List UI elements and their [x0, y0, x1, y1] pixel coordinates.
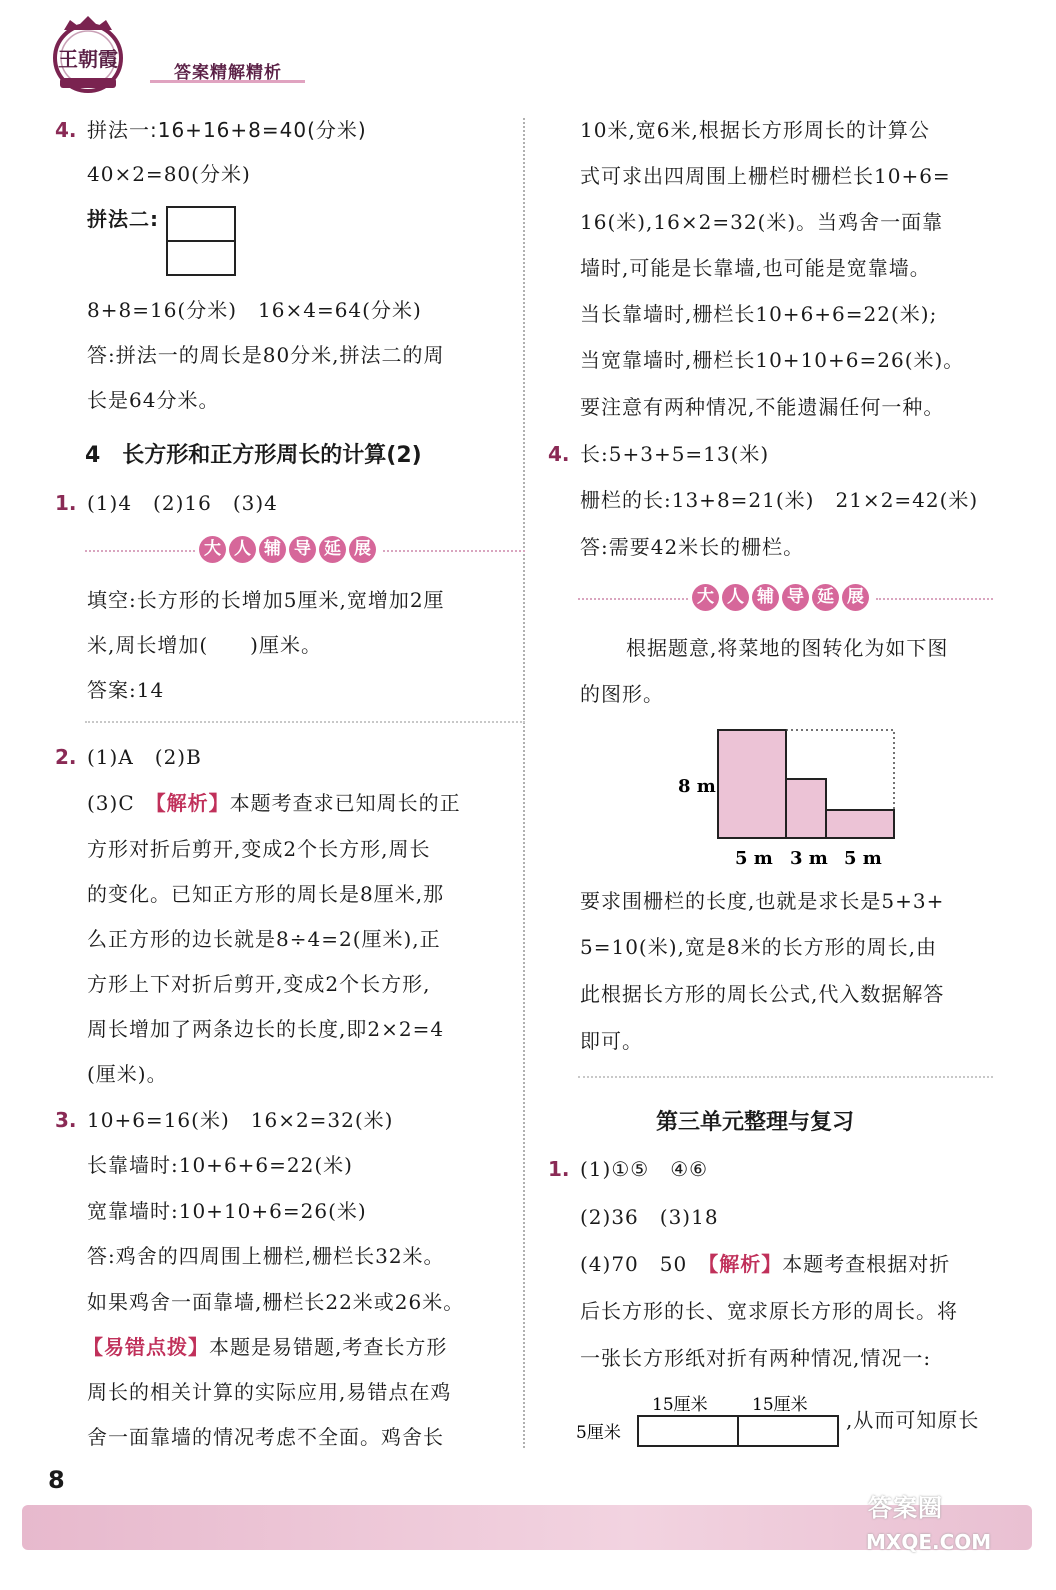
q4-line-1-text: 拼法一:16+16+8=40(分米): [87, 118, 367, 142]
column-divider: [523, 118, 525, 1448]
page-number: 8: [48, 1466, 65, 1494]
r1-line-6: ,从而可知原长: [846, 1408, 980, 1432]
header-title: 答案精解精析: [174, 63, 282, 83]
figure-width-label-1: 5 m: [735, 848, 773, 869]
q1-line-1: (1)4 (2)16 (3)4: [87, 491, 278, 515]
r1-line-4: 后长方形的长、宽求原长方形的周长。将: [580, 1299, 958, 1323]
q2-line-7: 周长增加了两条边长的长度,即2×2=4: [87, 1017, 445, 1041]
question-number: 2.: [55, 745, 77, 769]
ext2-line-2: 的图形。: [580, 682, 664, 706]
analysis-tag: 【解析】: [708, 1252, 783, 1276]
q2-line-2: [87, 789, 461, 817]
q3-line-8: 舍一面靠墙的情况考虑不全面。鸡舍长: [87, 1425, 444, 1449]
cont-line-5: 当长靠墙时,栅栏长10+6+6=22(米);: [580, 302, 938, 326]
banner-char: 导: [289, 536, 316, 563]
banner-char: 延: [319, 536, 346, 563]
cont-line-1: 10米,宽6米,根据长方形周长的计算公: [580, 118, 930, 142]
q2-line-6: 方形上下对折后剪开,变成2个长方形,: [87, 972, 431, 996]
question-number: 4.: [548, 442, 570, 466]
q2-line-4: 的变化。已知正方形的周长是8厘米,那: [87, 882, 445, 906]
cont-line-2: 式可求出四周围上栅栏时栅栏长10+6=: [580, 164, 951, 188]
banner-char: 人: [722, 584, 749, 611]
ext2-line-4: 5=10(米),宽是8米的长方形的周长,由: [580, 935, 937, 959]
r1-line-3-a: (4)70 50: [580, 1252, 709, 1276]
r-q4-line-1: 长:5+3+5=13(米): [580, 442, 770, 466]
figure-rect-1: [718, 730, 786, 838]
cont-line-6: 当宽靠墙时,栅栏长10+10+6=26(米)。: [580, 348, 965, 372]
q2-line-3: 方形对折后剪开,变成2个长方形,周长: [87, 837, 431, 861]
question-number: 1.: [548, 1157, 570, 1181]
banner-char: 大: [692, 584, 719, 611]
square-figure: [165, 205, 237, 277]
r-q4-line-3: 答:需要42米长的栅栏。: [580, 535, 805, 559]
garden-figure: [668, 722, 908, 872]
q3-line-5: 如果鸡舍一面靠墙,栅栏长22米或26米。: [87, 1290, 465, 1314]
r1-line-2: (2)36 (3)18: [580, 1205, 719, 1229]
q2-line-8: (厘米)。: [87, 1062, 168, 1086]
q2-line-2-a: (3)C: [87, 791, 156, 815]
q2-line-5: 么正方形的边长就是8÷4=2(厘米),正: [87, 927, 441, 951]
figure-left-label: 5厘米: [576, 1423, 621, 1443]
banner-rule-right: [383, 550, 525, 552]
q4-line-6: 长是64分米。: [87, 388, 220, 412]
banner-rule-left: [85, 550, 195, 552]
q4-line-4: 8+8=16(分米) 16×4=64(分米): [87, 298, 422, 322]
cont-line-3: 16(米),16×2=32(米)。当鸡舍一面靠: [580, 210, 944, 234]
q3-line-4: 答:鸡舍的四周围上栅栏,栅栏长32米。: [87, 1244, 445, 1268]
ext1-line-3: 答案:14: [87, 678, 165, 702]
analysis-tag: 【解析】: [155, 791, 230, 815]
banner-chars: [692, 584, 869, 611]
figure-rect-2: [786, 779, 826, 838]
q3-line-6: [83, 1333, 447, 1361]
extension-banner: [578, 584, 993, 614]
cont-line-4: 墙时,可能是长靠墙,也可能是宽靠墙。: [580, 256, 931, 280]
folded-paper-figure: [576, 1388, 846, 1452]
q3-line-7: 周长的相关计算的实际应用,易错点在鸡: [87, 1380, 452, 1404]
ext2-line-1: 根据题意,将菜地的图转化为如下图: [626, 636, 949, 660]
section-title: 4 长方形和正方形周长的计算(2): [85, 443, 422, 468]
r-q4-line-2: 栅栏的长:13+8=21(米) 21×2=42(米): [580, 488, 979, 512]
banner-char: 人: [229, 536, 256, 563]
figure-width-label-2: 3 m: [790, 848, 828, 869]
figure-rect-3: [826, 810, 894, 838]
error-tip-tag: 【易错点拨】: [83, 1335, 209, 1359]
banner-char: 展: [349, 536, 376, 563]
cont-line-7: 要注意有两种情况,不能遗漏任何一种。: [580, 395, 945, 419]
question-number: 4.: [55, 118, 77, 142]
q4-line-1: [87, 116, 367, 144]
question-number: 3.: [55, 1108, 77, 1132]
q3-line-2: 长靠墙时:10+6+6=22(米): [87, 1153, 353, 1177]
extension-end-rule: [85, 721, 525, 723]
banner-rule-left: [578, 598, 688, 600]
banner-rule-right: [876, 598, 993, 600]
watermark-url: MXQE.COM: [866, 1530, 992, 1554]
ext2-line-5: 此根据长方形的周长公式,代入数据解答: [580, 982, 945, 1006]
ext1-line-1: 填空:长方形的长增加5厘米,宽增加2厘: [87, 588, 445, 612]
banner-char: 导: [782, 584, 809, 611]
ext1-line-2: 米,周长增加( )厘米。: [87, 633, 322, 657]
q4-line-3: 拼法二:: [87, 207, 159, 231]
brand-name: 王朝霞: [58, 47, 118, 71]
banner-char: 辅: [259, 536, 286, 563]
figure-top-label-2: 15厘米: [752, 1395, 808, 1415]
brand-logo: [38, 12, 158, 96]
r1-line-3: [580, 1250, 950, 1278]
q3-line-6-b: 本题是易错题,考查长方形: [209, 1335, 448, 1359]
r1-line-3-b: 本题考查根据对折: [782, 1252, 951, 1276]
banner-char: 大: [199, 536, 226, 563]
extension-banner: [85, 536, 525, 566]
ext2-line-6: 即可。: [580, 1029, 643, 1053]
extension-end-rule: [578, 1076, 993, 1078]
figure-height-label: 8 m: [678, 776, 716, 797]
figure-top-label-1: 15厘米: [652, 1395, 708, 1415]
ext2-line-3: 要求围栅栏的长度,也就是求长是5+3+: [580, 889, 945, 913]
q3-line-1: 10+6=16(米) 16×2=32(米): [87, 1108, 394, 1132]
banner-char: 展: [842, 584, 869, 611]
q2-line-2-b: 本题考查求已知周长的正: [229, 791, 461, 815]
r1-line-1: (1)①⑤ ④⑥: [580, 1157, 709, 1181]
q4-line-5: 答:拼法一的周长是80分米,拼法二的周: [87, 343, 445, 367]
q4-line-2: 40×2=80(分米): [87, 162, 251, 186]
unit-title: 第三单元整理与复习: [656, 1110, 855, 1135]
q2-line-1: (1)A (2)B: [87, 745, 202, 769]
watermark: 答案圈: [868, 1494, 943, 1522]
banner-char: 辅: [752, 584, 779, 611]
banner-chars: [199, 536, 376, 563]
banner-char: 延: [812, 584, 839, 611]
figure-width-label-3: 5 m: [844, 848, 882, 869]
q3-line-3: 宽靠墙时:10+10+6=26(米): [87, 1199, 367, 1223]
question-number: 1.: [55, 491, 77, 515]
r1-line-5: 一张长方形纸对折有两种情况,情况一:: [580, 1346, 932, 1370]
